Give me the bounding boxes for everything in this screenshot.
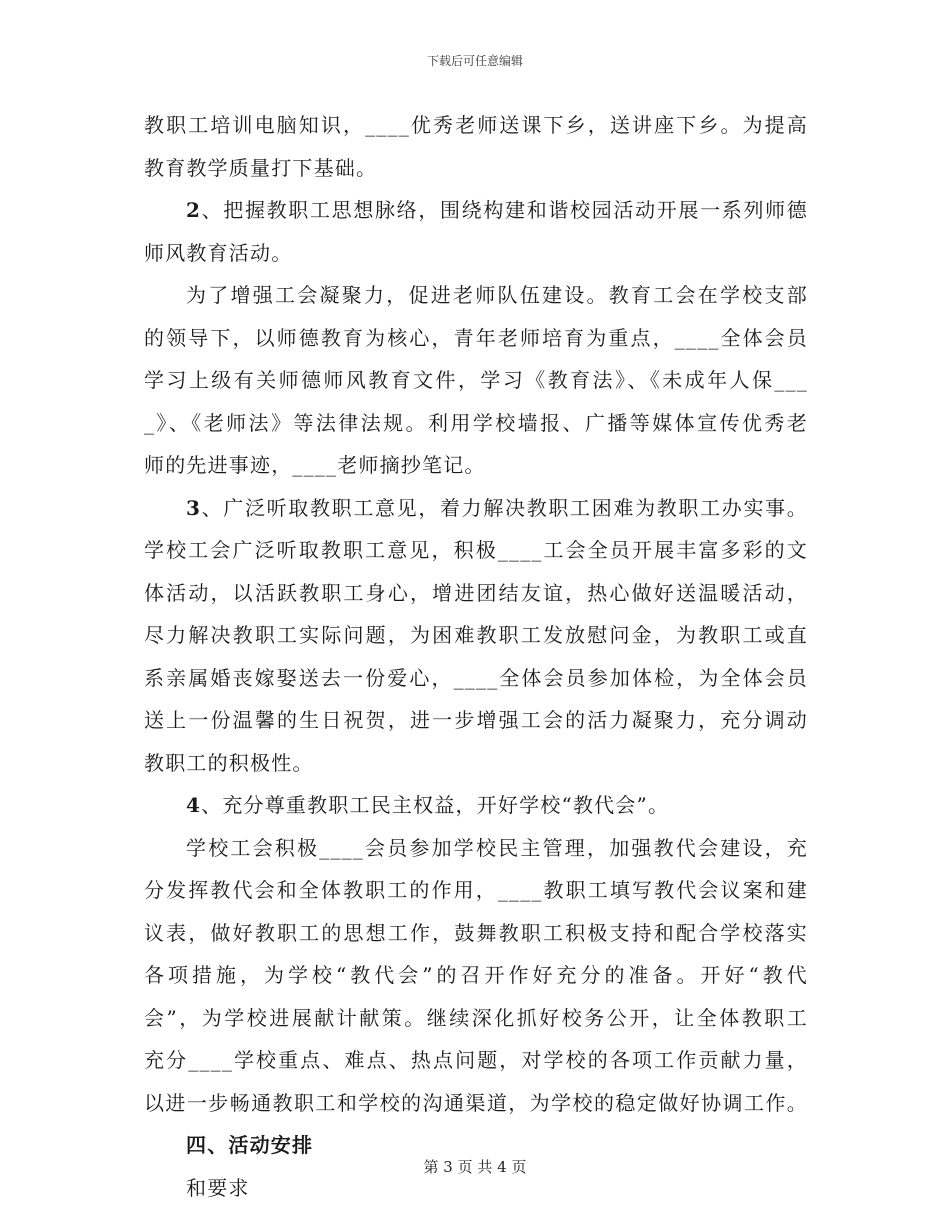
text-line: 教职工的积极性。 <box>144 750 314 775</box>
text-line: 各项措施，为学校“教代会”的召开作好充分的准备。开好“教代 <box>144 963 808 987</box>
section-heading-activity: 四、活动安排 <box>186 1133 314 1157</box>
section-heading-3: 3、广泛听取教职工意见，着力解决教职工困难为教职工办实事。 <box>186 495 808 520</box>
text-line: 系亲属婚丧嫁娶送去一份爱心，____全体会员参加体检，为全体会员 <box>144 665 808 690</box>
text-line: 的领导下，以师德教育为核心，青年老师培育为重点，____全体会员 <box>144 325 808 350</box>
text-line: 学校工会积极____会员参加学校民主管理，加强教代会建设，充 <box>186 835 808 860</box>
text-line: 以进一步畅通教职工和学校的沟通渠道，为学校的稳定做好协调工作。 <box>144 1090 808 1115</box>
page-header: 下载后可任意编辑 <box>426 54 523 68</box>
text-line: 送上一份温馨的生日祝贺，进一步增强工会的活力凝聚力，充分调动 <box>144 708 808 732</box>
text-line: 教职工培训电脑知识，____优秀老师送课下乡，送讲座下乡。为提高 <box>144 113 808 137</box>
text-line: 教育教学质量打下基础。 <box>144 155 378 180</box>
section-heading-4: 4、充分尊重教职工民主权益，开好学校“教代会”。 <box>186 793 670 817</box>
section-number: 4 <box>186 793 202 817</box>
text-line: 和要求 <box>186 1175 250 1200</box>
section-heading-2: 2、把握教职工思想脉络，围绕构建和谐校园活动开展一系列师德 <box>186 198 808 222</box>
text-line: 师的先进事迹，____老师摘抄笔记。 <box>144 453 486 477</box>
text-line: 会”，为学校进展献计献策。继续深化抓好校务公开，让全体教职工 <box>144 1005 808 1030</box>
text-line: 议表，做好教职工的思想工作，鼓舞教职工积极支持和配合学校落实 <box>144 920 808 945</box>
text-line: 学校工会广泛听取教职工意见，积极____工会全员开展丰富多彩的文 <box>144 538 808 562</box>
text-line: 分发挥教代会和全体教职工的作用，____教职工填写教代会议案和建 <box>144 878 808 902</box>
text-line: 充分____学校重点、难点、热点问题，对学校的各项工作贡献力量， <box>144 1048 808 1072</box>
text-line: 为了增强工会凝聚力，促进老师队伍建设。教育工会在学校支部 <box>186 283 808 307</box>
document-body <box>144 104 808 1209</box>
text-line: _》、《老师法》等法律法规。利用学校墙报、广播等媒体宣传优秀老 <box>144 410 808 435</box>
text-line: 学习上级有关师德师风教育文件，学习《教育法》、《未成年人保___ <box>144 368 808 392</box>
section-number: 2 <box>186 198 202 222</box>
text-line: 体活动，以活跃教职工身心，增进团结友谊，热心做好送温暖活动， <box>144 580 808 605</box>
page-footer: 第 3 页 共 4 页 <box>423 1158 527 1176</box>
text-line: 师风教育活动。 <box>144 240 293 265</box>
section-number: 3 <box>186 495 202 520</box>
text-line: 尽力解决教职工实际问题，为困难教职工发放慰问金，为教职工或直 <box>144 623 808 647</box>
